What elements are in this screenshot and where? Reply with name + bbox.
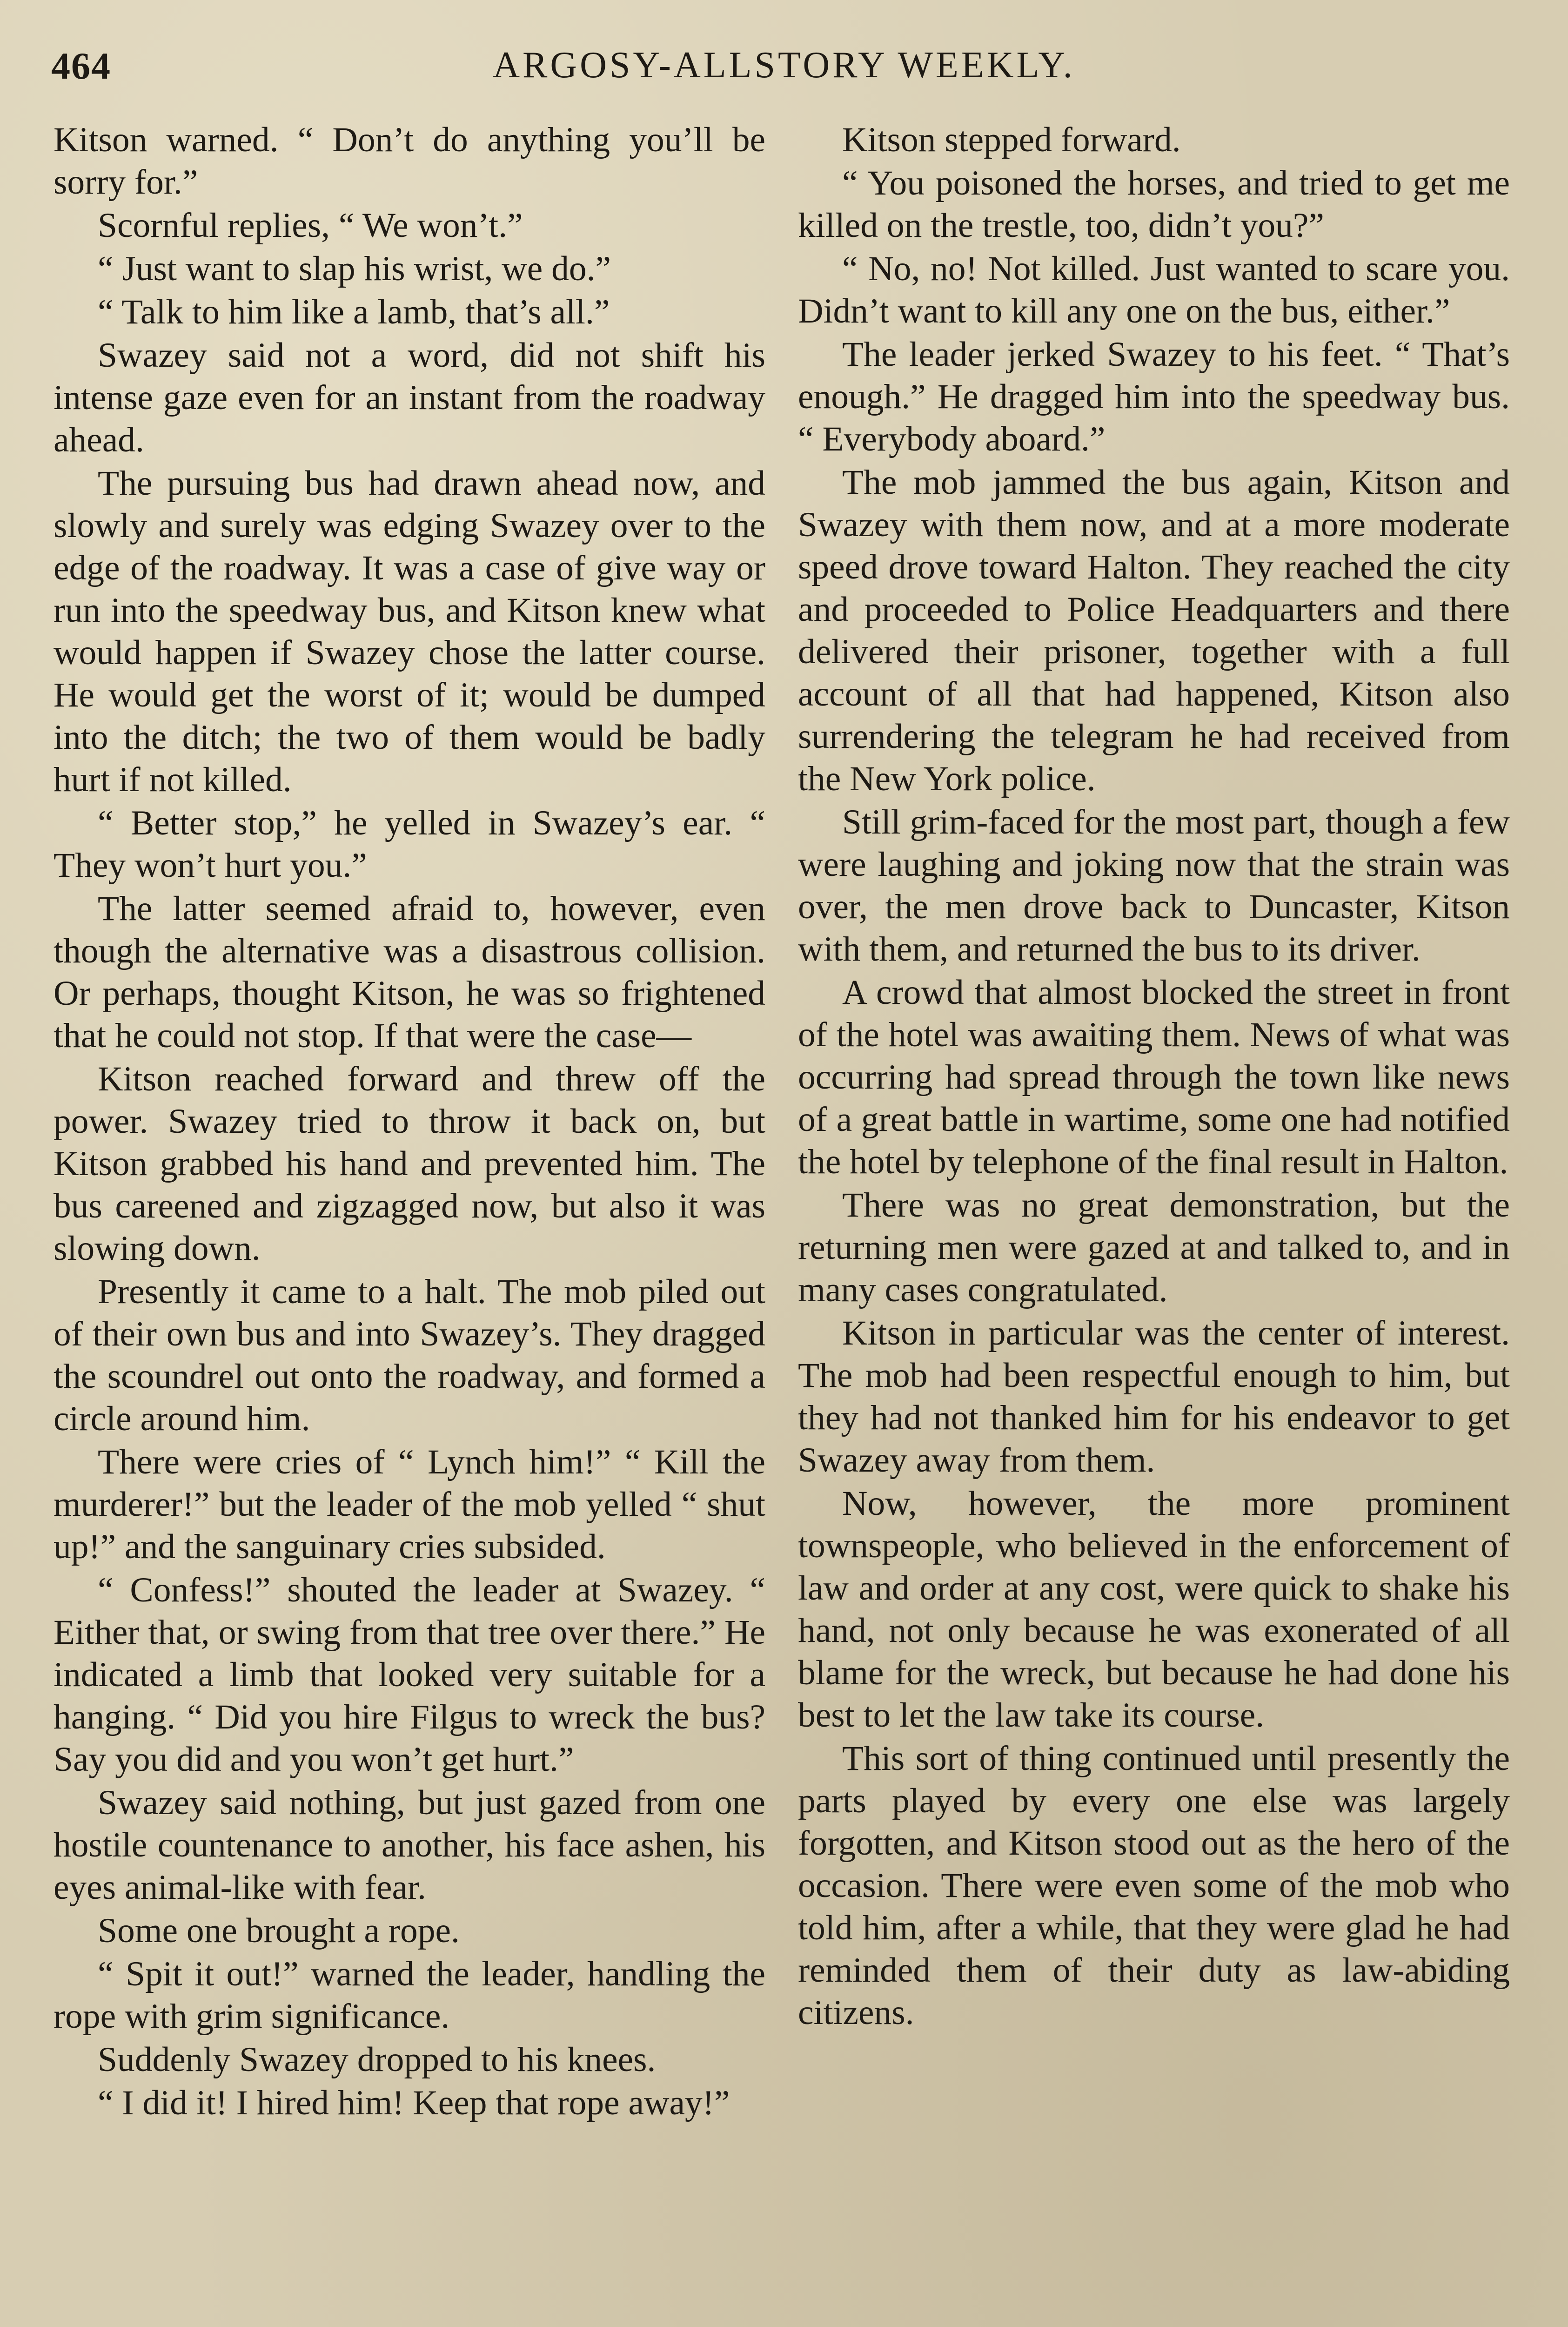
paragraph: Kitson warned. “ Don’t do anything you’ll be sorry for.”: [54, 121, 765, 202]
paragraph: Scornful replies, “ We won’t.”: [98, 206, 523, 245]
paragraph: “ You poisoned the horses, and tried to get me killed on the trestle, too, didn’t you?”: [798, 164, 1510, 245]
left-column: [54, 119, 765, 2327]
paragraph: “ Confess!” shouted the leader at Swazey. “ Either that, or swing from that tree over there.” He indicated a limb that looked very suitable for a hanging. “ Did you hire Filgus to wreck the bus? Say you did and you won’t get hurt.”: [54, 1571, 765, 1779]
paragraph: Swazey said not a word, did not shift his intense gaze even for an instant from the roadway ahead.: [54, 336, 765, 459]
paragraph: There were cries of “ Lynch him!” “ Kill the murderer!” but the leader of the mob yelled “ shut up!” and the sanguinary cries subsided.: [54, 1443, 765, 1566]
text-columns: [54, 119, 1510, 2327]
paragraph: The latter seemed afraid to, however, even though the alternative was a disastrous collision. Or perhaps, thought Kitson, he was so frightened that he could not stop. If that were the case—: [54, 889, 765, 1055]
paragraph: “ Better stop,” he yelled in Swazey’s ear. “ They won’t hurt you.”: [54, 804, 765, 885]
paragraph: Kitson reached forward and threw off the power. Swazey tried to throw it back on, but Kitson grabbed his hand and prevented him. The bus careened and zigzagged now, but also it was slowing down.: [54, 1060, 765, 1268]
paragraph: Suddenly Swazey dropped to his knees.: [98, 2040, 656, 2079]
paragraph: Presently it came to a halt. The mob piled out of their own bus and into Swazey’s. They dragged the scoundrel out onto the roadway, and formed a circle around him.: [54, 1272, 765, 1438]
right-column: [798, 119, 1510, 2327]
paragraph: Kitson stepped forward.: [842, 121, 1181, 159]
page-number: 464: [51, 45, 111, 87]
paragraph: There was no great demonstration, but the returning men were gazed at and talked to, and in many cases congratulated.: [798, 1186, 1510, 1309]
paragraph: “ I did it! I hired him! Keep that rope away!”: [98, 2084, 730, 2122]
paragraph: Swazey said nothing, but just gazed from one hostile countenance to another, his face ashen, his eyes animal-like with fear.: [54, 1783, 765, 1907]
paragraph: The pursuing bus had drawn ahead now, and slowly and surely was edging Swazey over to the edge of the roadway. It was a case of give way or run into the speedway bus, and Kitson knew what would happen if Swazey chose the latter course. He would get the worst of it; would be dumped into the ditch; the two of them would be badly hurt if not killed.: [54, 464, 765, 799]
paragraph: Now, however, the more prominent townspeople, who believed in the enforcement of law and order at any cost, were quick to shake his hand, not only because he was exonerated of all blame for the wreck, but because he had done his best to let the law take its course.: [798, 1484, 1510, 1735]
paragraph: A crowd that almost blocked the street in front of the hotel was awaiting them. News of what was occurring had spread through the town like news of a great battle in wartime, some one had notified the hotel by telephone of the final result in Halton.: [798, 973, 1510, 1181]
paragraph: “ Just want to slap his wrist, we do.”: [98, 249, 611, 288]
page-header: [51, 44, 1517, 100]
paragraph: This sort of thing continued until presently the parts played by every one else was largely forgotten, and Kitson stood out as the hero of the occasion. There were even some of the mob who told him, after a while, that they were glad he had reminded them of their duty as law-abiding citizens.: [798, 1739, 1510, 2032]
paragraph: “ No, no! Not killed. Just wanted to scare you. Didn’t want to kill any one on the bus, either.”: [798, 249, 1510, 330]
paragraph: “ Talk to him like a lamb, that’s all.”: [98, 293, 610, 331]
running-title: ARGOSY-ALLSTORY WEEKLY.: [493, 45, 1075, 86]
paragraph: Some one brought a rope.: [98, 1911, 460, 1950]
paragraph: The mob jammed the bus again, Kitson and Swazey with them now, and at a more moderate speed drove toward Halton. They reached the city and proceeded to Police Headquarters and there delivered their prisoner, together with a full account of all that had happened, Kitson also surrendering the telegram he had received from the New York police.: [798, 463, 1510, 798]
paragraph: Kitson in particular was the center of interest. The mob had been respectful enough to him, but they had not thanked him for his endeavor to get Swazey away from them.: [798, 1314, 1510, 1480]
paragraph: The leader jerked Swazey to his feet. “ That’s enough.” He dragged him into the speedway bus. “ Everybody aboard.”: [798, 335, 1510, 458]
paragraph: Still grim-faced for the most part, though a few were laughing and joking now that the strain was over, the men drove back to Duncaster, Kitson with them, and returned the bus to its driver.: [798, 803, 1510, 968]
paragraph: “ Spit it out!” warned the leader, handling the rope with grim significance.: [54, 1955, 765, 2036]
